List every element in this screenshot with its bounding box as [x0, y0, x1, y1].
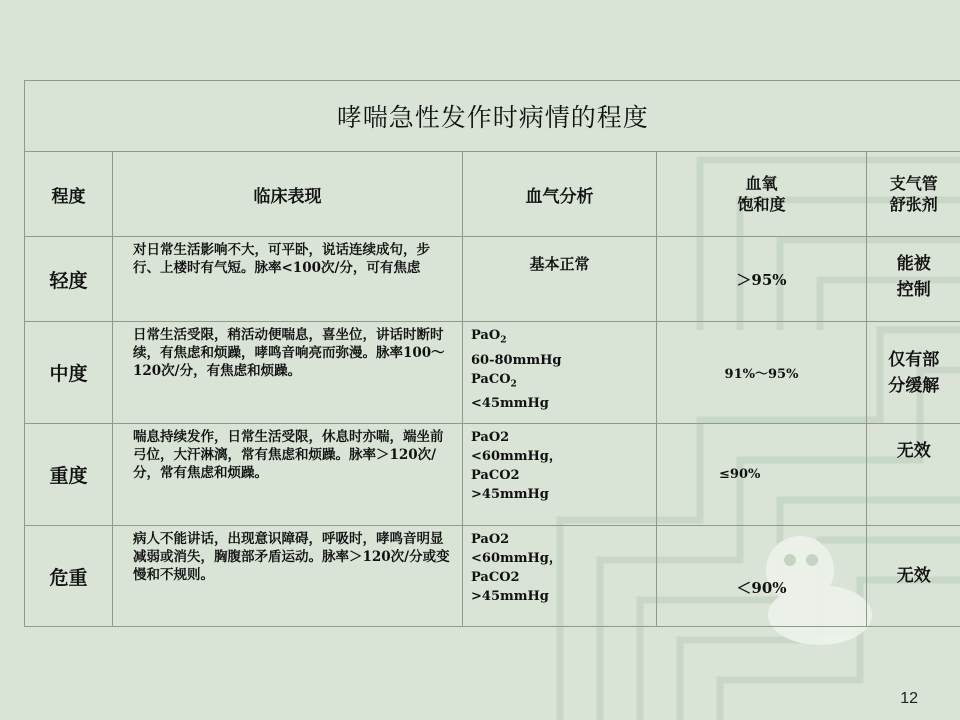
saturation-cell: ＞95%: [657, 237, 867, 322]
bloodgas-line: PaCO2: [471, 468, 520, 483]
bloodgas-line: PaO$_2$: [471, 328, 507, 346]
header-bloodgas: 血气分析: [463, 152, 657, 237]
header-bronchodilator: [867, 152, 960, 237]
page-number: 12: [900, 690, 918, 707]
bronchodilator-cell: 无效: [867, 526, 960, 627]
clinical-cell: 对日常生活影响不大，可平卧，说话连续成句，步行、上楼时有气短。脉率<100次/分，可有焦虑: [113, 237, 463, 322]
bloodgas-line: <45mmHg: [471, 396, 549, 412]
saturation-cell: 91%～95%: [657, 322, 867, 424]
clinical-cell: 日常生活受限，稍活动便喘息，喜坐位，讲话时断时续，有焦虑和烦躁，哮鸣音响亮而弥漫。脉率100～120次/分，有焦虑和烦躁。: [113, 322, 463, 424]
bloodgas-line: >45mmHg: [471, 487, 549, 502]
bloodgas-cell: 基本正常: [463, 237, 657, 322]
bloodgas-line: PaCO2: [471, 570, 520, 585]
bronchodilator-line2: 控制: [896, 280, 931, 300]
table-row-critical: [25, 526, 960, 627]
clinical-cell: 病人不能讲话，出现意识障碍，呼吸时，哮鸣音明显减弱或消失，胸腹部矛盾运动。脉率＞120次/分或变慢和不规则。: [113, 526, 463, 627]
bloodgas-line: PaO2: [471, 532, 510, 547]
bloodgas-line: <60mmHg，: [471, 551, 562, 566]
header-bronchodilator-line2: 舒张剂: [889, 195, 938, 214]
severity-table: [24, 80, 960, 627]
header-saturation: [657, 152, 867, 237]
bronchodilator-line2: 分缓解: [888, 375, 940, 396]
bronchodilator-line1: 能被: [896, 254, 931, 274]
table-row-mild: [25, 237, 960, 322]
bloodgas-line: <60mmHg，: [471, 449, 562, 464]
bloodgas-line: >45mmHg: [471, 589, 549, 604]
table-row-severe: [25, 424, 960, 526]
bronchodilator-cell: [867, 237, 960, 322]
bronchodilator-cell: [867, 322, 960, 424]
table-row-moderate: [25, 322, 960, 424]
bronchodilator-cell: 无效: [867, 424, 960, 526]
bloodgas-line: 60-80mmHg: [471, 352, 562, 368]
header-grade: 程度: [25, 152, 113, 237]
grade-cell: 轻度: [25, 237, 113, 322]
bloodgas-cell: [463, 526, 657, 627]
table-title: 哮喘急性发作时病情的程度: [25, 81, 960, 152]
grade-cell: 危重: [25, 526, 113, 627]
clinical-cell: 喘息持续发作，日常生活受限，休息时亦喘，端坐前弓位，大汗淋漓，常有焦虑和烦躁。脉率＞120次/分，常有焦虑和烦躁。: [113, 424, 463, 526]
grade-cell: 重度: [25, 424, 113, 526]
header-saturation-line2: 饱和度: [737, 195, 786, 214]
header-bronchodilator-line1: 支气管: [889, 174, 938, 193]
header-clinical: 临床表现: [113, 152, 463, 237]
saturation-cell: ＜90%: [657, 526, 867, 627]
bloodgas-cell: [463, 322, 657, 424]
header-saturation-line1: 血氧: [745, 174, 778, 193]
bloodgas-line: PaCO$_2$: [471, 371, 517, 390]
bloodgas-line: PaO2: [471, 430, 510, 445]
bloodgas-cell: [463, 424, 657, 526]
grade-cell: 中度: [25, 322, 113, 424]
header-row: [25, 152, 960, 237]
bronchodilator-line1: 仅有部: [888, 349, 940, 370]
saturation-cell: ≤90%: [657, 424, 867, 526]
